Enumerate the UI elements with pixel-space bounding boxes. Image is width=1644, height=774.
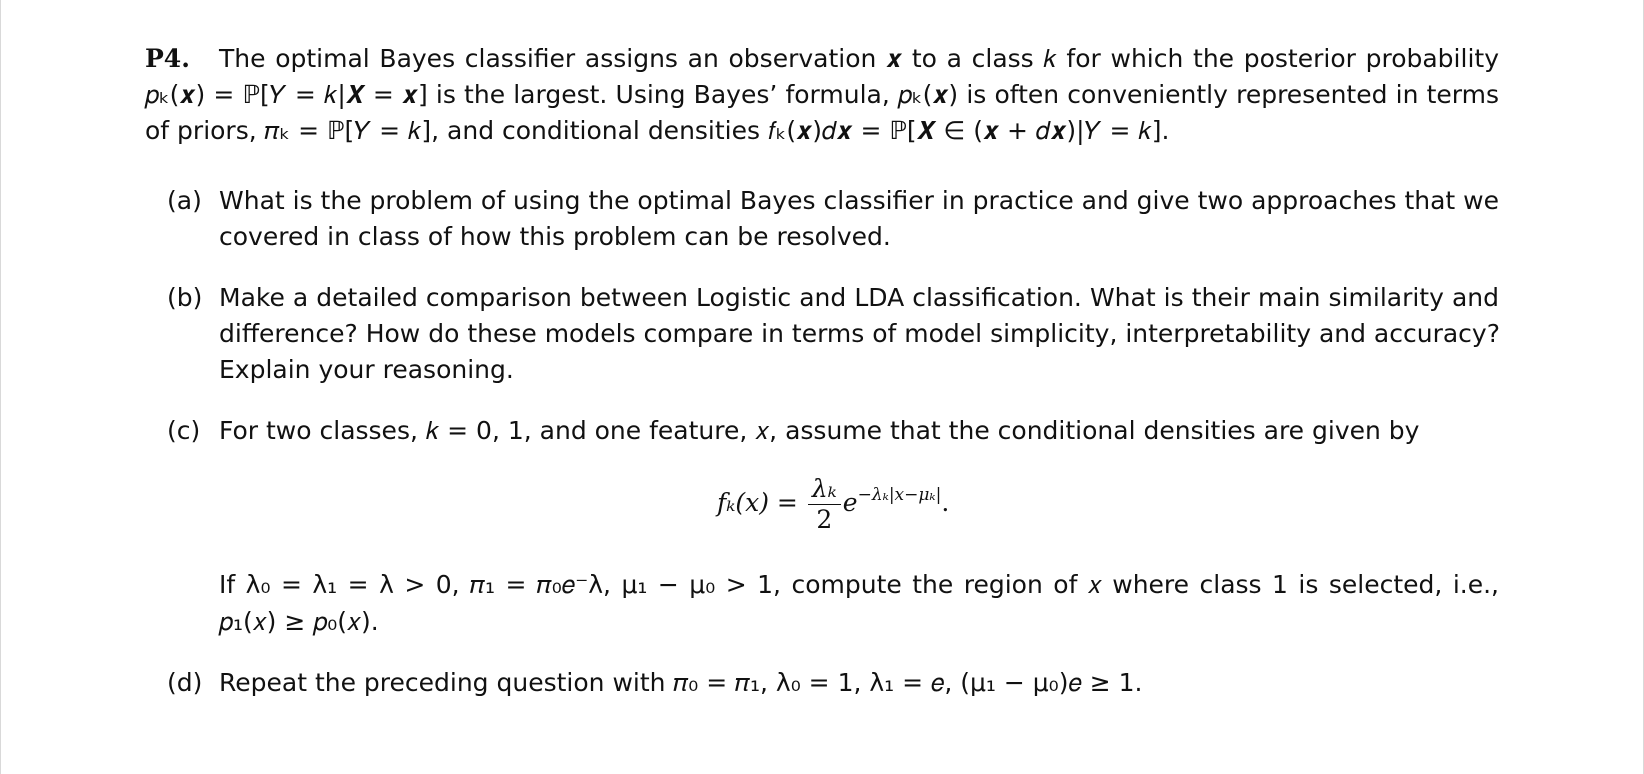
part-c-line-2: If λ₀ = λ₁ = λ > 0, 𝜋₁ = 𝜋₀𝑒⁻λ, μ₁ − μ₀ > 1, compute the region of 𝑥 where class 1 is selected, i.e., [219, 570, 1499, 599]
part-b-line-3: Explain your reasoning. [219, 355, 514, 384]
part-c-line-1: For two classes, 𝑘 = 0, 1, and one feature, 𝑥, assume that the conditional densities are given by [219, 416, 1420, 445]
fraction-numerator: λₖ [808, 474, 841, 505]
problem-intro-line-3: of priors, 𝜋ₖ = ℙ[𝑌 = 𝑘], and conditional densities 𝑓ₖ(𝒙)𝑑𝒙 = ℙ[𝑿 ∈ (𝒙 + 𝑑𝒙)|𝑌 = 𝑘]. [145, 116, 1170, 145]
equation-exponent: −λₖ|𝑥−μₖ| [857, 485, 942, 505]
part-a-line-2: covered in class of how this problem can be resolved. [219, 222, 891, 251]
equation-lhs: 𝑓ₖ(𝑥) = [717, 488, 798, 517]
equation-fraction [808, 474, 841, 535]
fraction-denominator: 2 [816, 505, 833, 534]
equation-period: . [941, 488, 950, 517]
density-equation [717, 474, 949, 535]
problem-intro-line-2: 𝑝ₖ(𝒙) = ℙ[𝑌 = 𝑘|𝑿 = 𝒙] is the largest. Using Bayes’ formula, 𝑝ₖ(𝒙) is often conveniently represented in terms [145, 80, 1499, 109]
part-a-line-1: What is the problem of using the optimal Bayes classifier in practice and give two approaches that we [219, 186, 1499, 215]
part-b-line-1: Make a detailed comparison between Logistic and LDA classification. What is their main similarity and [219, 283, 1499, 312]
part-b-label: (b) [167, 283, 203, 312]
part-c-label: (c) [167, 416, 201, 445]
equation-base: 𝑒 [842, 488, 858, 517]
part-d-label: (d) [167, 668, 203, 697]
part-b-line-2: difference? How do these models compare in terms of model simplicity, interpretability and accuracy? [219, 319, 1500, 348]
part-a-label: (a) [167, 186, 202, 215]
part-c-line-3: 𝑝₁(𝑥) ≥ 𝑝₀(𝑥). [219, 607, 379, 636]
part-d-line-1: Repeat the preceding question with 𝜋₀ = 𝜋₁, λ₀ = 1, λ₁ = 𝑒, (μ₁ − μ₀)𝑒 ≥ 1. [219, 668, 1143, 697]
problem-intro-line-1: The optimal Bayes classifier assigns an observation 𝒙 to a class 𝑘 for which the posterior probability [219, 44, 1499, 73]
problem-label: P4. [145, 44, 190, 73]
